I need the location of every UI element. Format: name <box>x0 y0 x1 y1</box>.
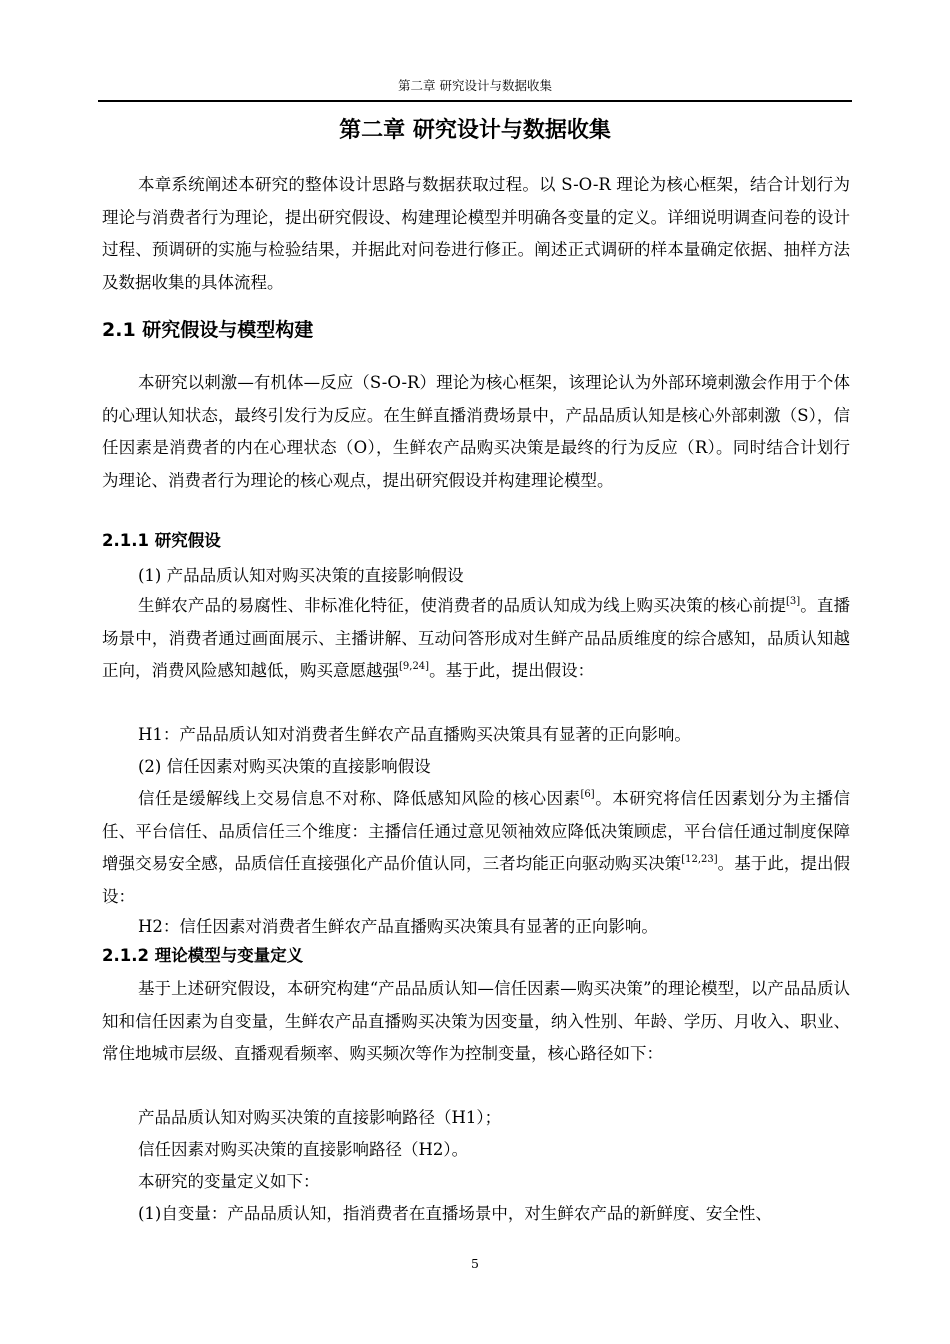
section-2-1-heading: 2.1 研究假设与模型构建 <box>102 319 314 341</box>
hypothesis-2-paragraph <box>102 783 850 913</box>
page-number: 5 <box>471 1256 479 1271</box>
chapter-title: 第二章 研究设计与数据收集 <box>339 118 611 143</box>
running-header: 第二章 研究设计与数据收集 <box>398 78 552 93</box>
citation-12-23: [12,23] <box>681 854 718 865</box>
variable-independent: (1)自变量：产品品质认知，指消费者在直播场景中，对生鲜农产品的新鲜度、安全性、 <box>138 1204 772 1223</box>
variable-intro: 本研究的变量定义如下： <box>138 1172 320 1191</box>
citation-9-24: [9,24] <box>399 661 430 672</box>
model-paragraph: 基于上述研究假设，本研究构建“产品品质认知—信任因素—购买决策”的理论模型，以产品品质认知和信任因素为自变量，生鲜农产品直播购买决策为因变量，纳入性别、年龄、学历、月收入、职业、常住地城市层级、直播观看频率、购买频次等作为控制变量，核心路径如下： <box>102 979 850 1063</box>
section-2-1-1-heading: 2.1.1 研究假设 <box>102 531 221 550</box>
section-2-1-2-heading: 2.1.2 理论模型与变量定义 <box>102 946 304 965</box>
hypothesis-2-text-a: 信任是缓解线上交易信息不对称、降低感知风险的核心因素 <box>138 789 581 808</box>
hypothesis-h1: H1：产品品质认知对消费者生鲜农产品直播购买决策具有显著的正向影响。 <box>138 725 691 744</box>
hypothesis-h2: H2：信任因素对消费者生鲜农产品直播购买决策具有显著的正向影响。 <box>138 917 658 936</box>
path-h1: 产品品质认知对购买决策的直接影响路径（H1）； <box>138 1108 502 1127</box>
path-h2: 信任因素对购买决策的直接影响路径（H2）。 <box>138 1140 469 1159</box>
section-2-1-paragraph: 本研究以刺激—有机体—反应（S-O-R）理论为核心框架，该理论认为外部环境刺激会作用于个体的心理认知状态，最终引发行为反应。在生鲜直播消费场景中，产品品质认知是核心外部刺激（S），信任因素是消费者的内在心理状态（O），生鲜农产品购买决策是最终的行为反应（R）。同时结合计划行为理论、消费者行为理论的核心观点，提出研究假设并构建理论模型。 <box>102 373 850 490</box>
hypothesis-2-text-b: 。本研究将信任因素划分为主播信任、平台信任、品质信任三个维度：主播信任通过意见领袖效应降低决策顾虑，平台信任通过制度保障增强交易安全感，品质信任直接强化产品价值认同，三者均能正向驱动购买决策 <box>102 789 851 873</box>
hypothesis-1-text-b: 。直播场景中，消费者通过画面展示、主播讲解、互动问答形成对生鲜产品品质维度的综合感知，品质认知越正向，消费风险感知越低，购买意愿越强 <box>102 596 851 680</box>
hypothesis-2-subheading: (2) 信任因素对购买决策的直接影响假设 <box>138 757 431 776</box>
intro-paragraph: 本章系统阐述本研究的整体设计思路与数据获取过程。以 S-O-R 理论为核心框架，结合计划行为理论与消费者行为理论，提出研究假设、构建理论模型并明确各变量的定义。详细说明调查问卷的设计过程、预调研的实施与检验结果，并据此对问卷进行修正。阐述正式调研的样本量确定依据、抽样方法及数据收集的具体流程。 <box>102 175 850 292</box>
citation-6: [6] <box>580 789 595 800</box>
hypothesis-2-text-c: 。基于此，提出假设： <box>102 854 851 906</box>
hypothesis-1-subheading: (1) 产品品质认知对购买决策的直接影响假设 <box>138 566 464 585</box>
hypothesis-1-text-a: 生鲜农产品的易腐性、非标准化特征，使消费者的品质认知成为线上购买决策的核心前提 <box>138 596 786 615</box>
hypothesis-1-paragraph <box>102 590 850 688</box>
hypothesis-1-text-c: 。基于此，提出假设： <box>429 661 595 680</box>
header-divider <box>98 100 852 102</box>
citation-3: [3] <box>785 596 801 607</box>
